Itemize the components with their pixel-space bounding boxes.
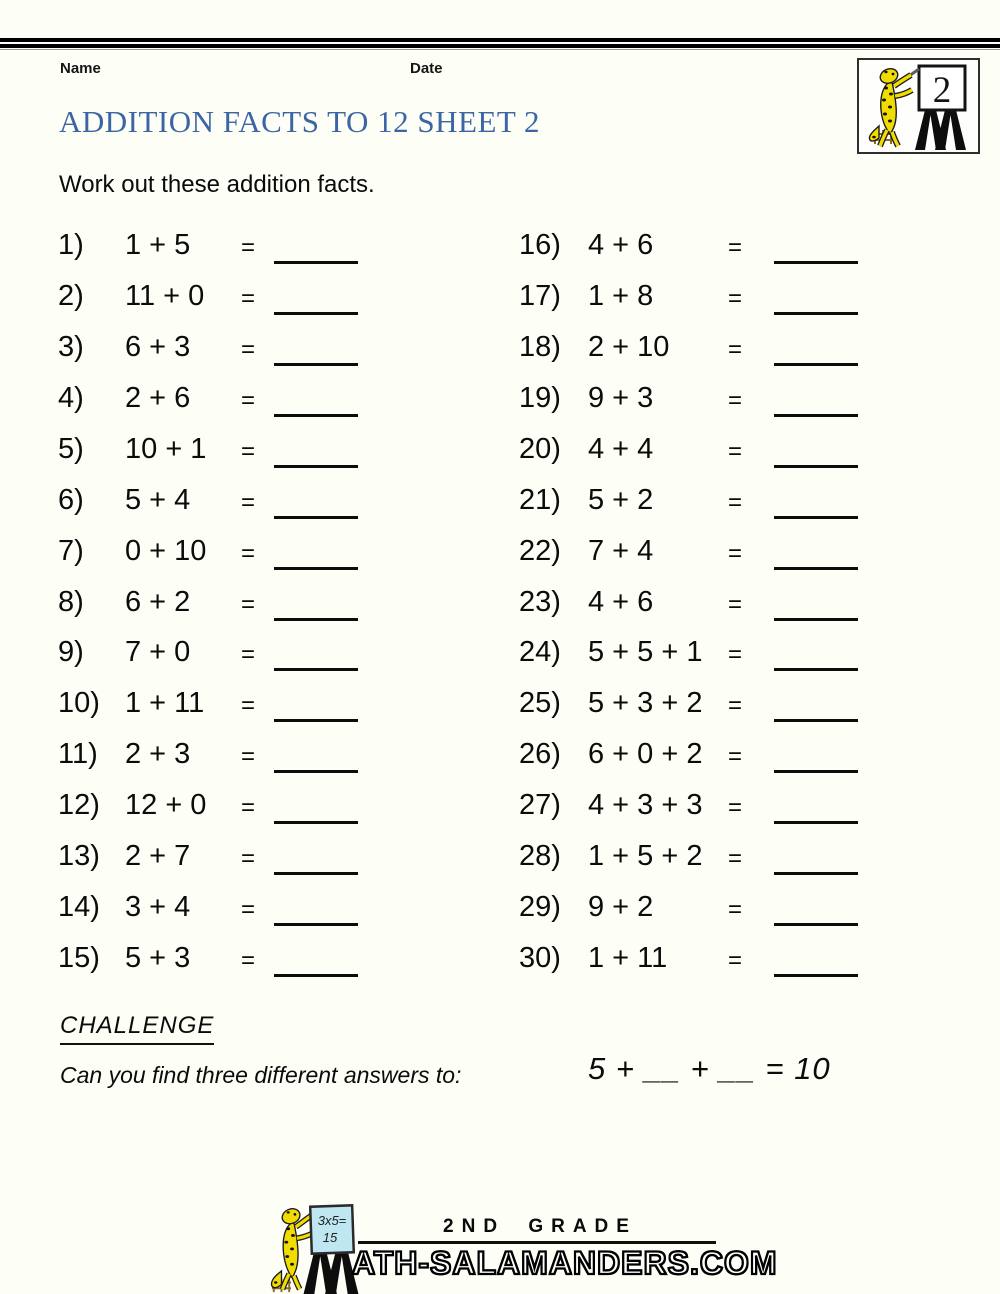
site-logo <box>857 58 980 154</box>
problem-number: 17) <box>519 279 561 312</box>
problem-expression: 11 + 0 <box>125 279 205 312</box>
problem-expression: 4 + 4 <box>588 432 654 465</box>
problem-row <box>0 482 1000 526</box>
challenge-question: Can you find three different answers to: <box>60 1062 462 1088</box>
equals-sign: = <box>728 692 743 720</box>
problem-row <box>0 787 1000 831</box>
problem-number: 5) <box>58 432 84 465</box>
problem-expression: 5 + 4 <box>125 483 191 516</box>
problem-number: 1) <box>58 229 84 261</box>
problem-number: 21) <box>519 483 561 516</box>
problem-number: 3) <box>58 330 84 363</box>
problem-row <box>0 329 1000 373</box>
equals-sign: = <box>728 335 743 363</box>
answer-blank[interactable] <box>774 923 858 926</box>
problem-expression: 9 + 2 <box>588 891 654 924</box>
problem-row <box>0 533 1000 577</box>
problem-number: 24) <box>519 636 561 669</box>
footer-sign-icon <box>309 1204 355 1256</box>
problem-number: 15) <box>58 942 100 975</box>
problem-expression: 5 + 3 <box>125 942 191 975</box>
logo-badge-number: 2 <box>932 70 952 111</box>
equals-sign: = <box>241 284 256 312</box>
answer-blank[interactable] <box>774 770 858 773</box>
problem-expression: 9 + 3 <box>588 381 654 414</box>
problem-expression: 1 + 8 <box>588 279 654 312</box>
problem-expression: 4 + 6 <box>588 585 654 618</box>
problem-number: 20) <box>519 432 561 465</box>
equals-sign: = <box>241 794 256 822</box>
problem-number: 18) <box>519 330 561 363</box>
answer-blank[interactable] <box>774 719 858 722</box>
answer-blank[interactable] <box>774 974 858 977</box>
problem-expression: 6 + 0 + 2 <box>588 738 703 771</box>
problem-expression: 3 + 4 <box>125 891 191 924</box>
problem-number: 7) <box>58 534 84 567</box>
answer-blank[interactable] <box>774 414 858 417</box>
problem-row <box>0 838 1000 882</box>
date-label: Date <box>410 60 443 77</box>
problem-row <box>0 380 1000 424</box>
problem-number: 10) <box>58 687 100 720</box>
problem-expression: 1 + 5 <box>125 229 191 261</box>
problem-row <box>0 940 1000 984</box>
equals-sign: = <box>241 590 256 618</box>
answer-blank[interactable] <box>774 312 858 315</box>
problem-expression: 2 + 6 <box>125 381 191 414</box>
footer-rule <box>358 1241 716 1244</box>
answer-blank[interactable] <box>774 261 858 264</box>
name-label: Name <box>60 60 101 77</box>
equals-sign: = <box>728 590 743 618</box>
problem-expression: 7 + 4 <box>588 534 654 567</box>
problem-number: 12) <box>58 789 100 822</box>
problem-expression: 2 + 3 <box>125 738 191 771</box>
problem-expression: 2 + 10 <box>588 330 670 363</box>
problem-number: 4) <box>58 381 84 414</box>
problem-expression: 2 + 7 <box>125 840 191 873</box>
equals-sign: = <box>728 896 743 924</box>
problem-row <box>0 736 1000 780</box>
equals-sign: = <box>728 234 743 261</box>
problem-row <box>0 889 1000 933</box>
equals-sign: = <box>728 794 743 822</box>
problem-number: 6) <box>58 483 84 516</box>
problem-expression: 7 + 0 <box>125 636 191 669</box>
equals-sign: = <box>728 284 743 312</box>
problem-number: 26) <box>519 738 561 771</box>
equals-sign: = <box>241 743 256 771</box>
equals-sign: = <box>241 437 256 465</box>
equals-sign: = <box>728 488 743 516</box>
problem-number: 25) <box>519 687 561 720</box>
footer-site-text: ATH-SALAMANDERS.COM <box>352 1245 778 1281</box>
equals-sign: = <box>241 539 256 567</box>
problem-number: 2) <box>58 279 84 312</box>
problem-number: 22) <box>519 534 561 567</box>
salamander-icon <box>869 66 912 146</box>
problem-number: 9) <box>58 636 84 669</box>
problem-expression: 6 + 2 <box>125 585 191 618</box>
number-sign-icon <box>919 66 965 111</box>
problem-number: 28) <box>519 840 561 873</box>
problem-number: 11) <box>58 738 98 771</box>
problem-row <box>0 634 1000 678</box>
problem-number: 13) <box>58 840 100 873</box>
problem-number: 23) <box>519 585 561 618</box>
problem-expression: 1 + 11 <box>588 942 668 975</box>
problem-expression: 10 + 1 <box>125 432 207 465</box>
problem-expression: 5 + 5 + 1 <box>588 636 703 669</box>
instructions-text: Work out these addition facts. <box>59 171 375 198</box>
problems-grid <box>0 227 1000 1002</box>
sign-answer: 15 <box>322 1230 338 1245</box>
equals-sign: = <box>241 386 256 414</box>
answer-blank[interactable] <box>774 618 858 621</box>
equals-sign: = <box>728 386 743 414</box>
problem-expression: 1 + 11 <box>125 687 205 720</box>
problem-expression: 4 + 6 <box>588 229 654 261</box>
problem-row <box>0 584 1000 628</box>
problem-row <box>0 278 1000 322</box>
equals-sign: = <box>241 896 256 924</box>
top-border-rule <box>0 38 1000 50</box>
problem-row <box>0 685 1000 729</box>
problem-number: 19) <box>519 381 561 414</box>
problem-number: 30) <box>519 942 561 975</box>
problem-expression: 5 + 3 + 2 <box>588 687 703 720</box>
problem-expression: 4 + 3 + 3 <box>588 789 703 822</box>
problem-number: 14) <box>58 891 100 924</box>
problem-expression: 1 + 5 + 2 <box>588 840 703 873</box>
page-title: ADDITION FACTS TO 12 SHEET 2 <box>59 104 541 139</box>
equals-sign: = <box>241 488 256 516</box>
equals-sign: = <box>241 947 256 975</box>
problem-number: 27) <box>519 789 561 822</box>
problem-expression: 6 + 3 <box>125 330 191 363</box>
answer-blank[interactable] <box>774 567 858 570</box>
salamander-logo-icon <box>859 60 978 152</box>
equals-sign: = <box>241 234 256 261</box>
equals-sign: = <box>728 947 743 975</box>
equals-sign: = <box>241 845 256 873</box>
equals-sign: = <box>728 437 743 465</box>
problem-number: 8) <box>58 585 84 618</box>
problem-expression: 12 + 0 <box>125 789 207 822</box>
equals-sign: = <box>241 692 256 720</box>
problem-expression: 0 + 10 <box>125 534 207 567</box>
footer-grade-text: 2ND GRADE <box>443 1216 637 1237</box>
problem-number: 16) <box>519 229 561 261</box>
equals-sign: = <box>728 743 743 771</box>
equals-sign: = <box>728 641 743 669</box>
answer-blank[interactable] <box>774 516 858 519</box>
problem-expression: 5 + 2 <box>588 483 654 516</box>
problem-row <box>0 227 1000 271</box>
challenge-equation: 5 + __ + __ = 10 <box>588 1051 831 1086</box>
equals-sign: = <box>241 641 256 669</box>
challenge-heading: CHALLENGE <box>60 1012 214 1045</box>
problem-row <box>0 431 1000 475</box>
equals-sign: = <box>241 335 256 363</box>
answer-blank[interactable] <box>774 363 858 366</box>
problem-number: 29) <box>519 891 561 924</box>
equals-sign: = <box>728 539 743 567</box>
answer-blank[interactable] <box>774 465 858 468</box>
sign-equation: 3x5= <box>317 1213 347 1228</box>
answer-blank[interactable] <box>774 872 858 875</box>
equals-sign: = <box>728 845 743 873</box>
answer-blank[interactable] <box>774 668 858 671</box>
answer-blank[interactable] <box>774 821 858 824</box>
